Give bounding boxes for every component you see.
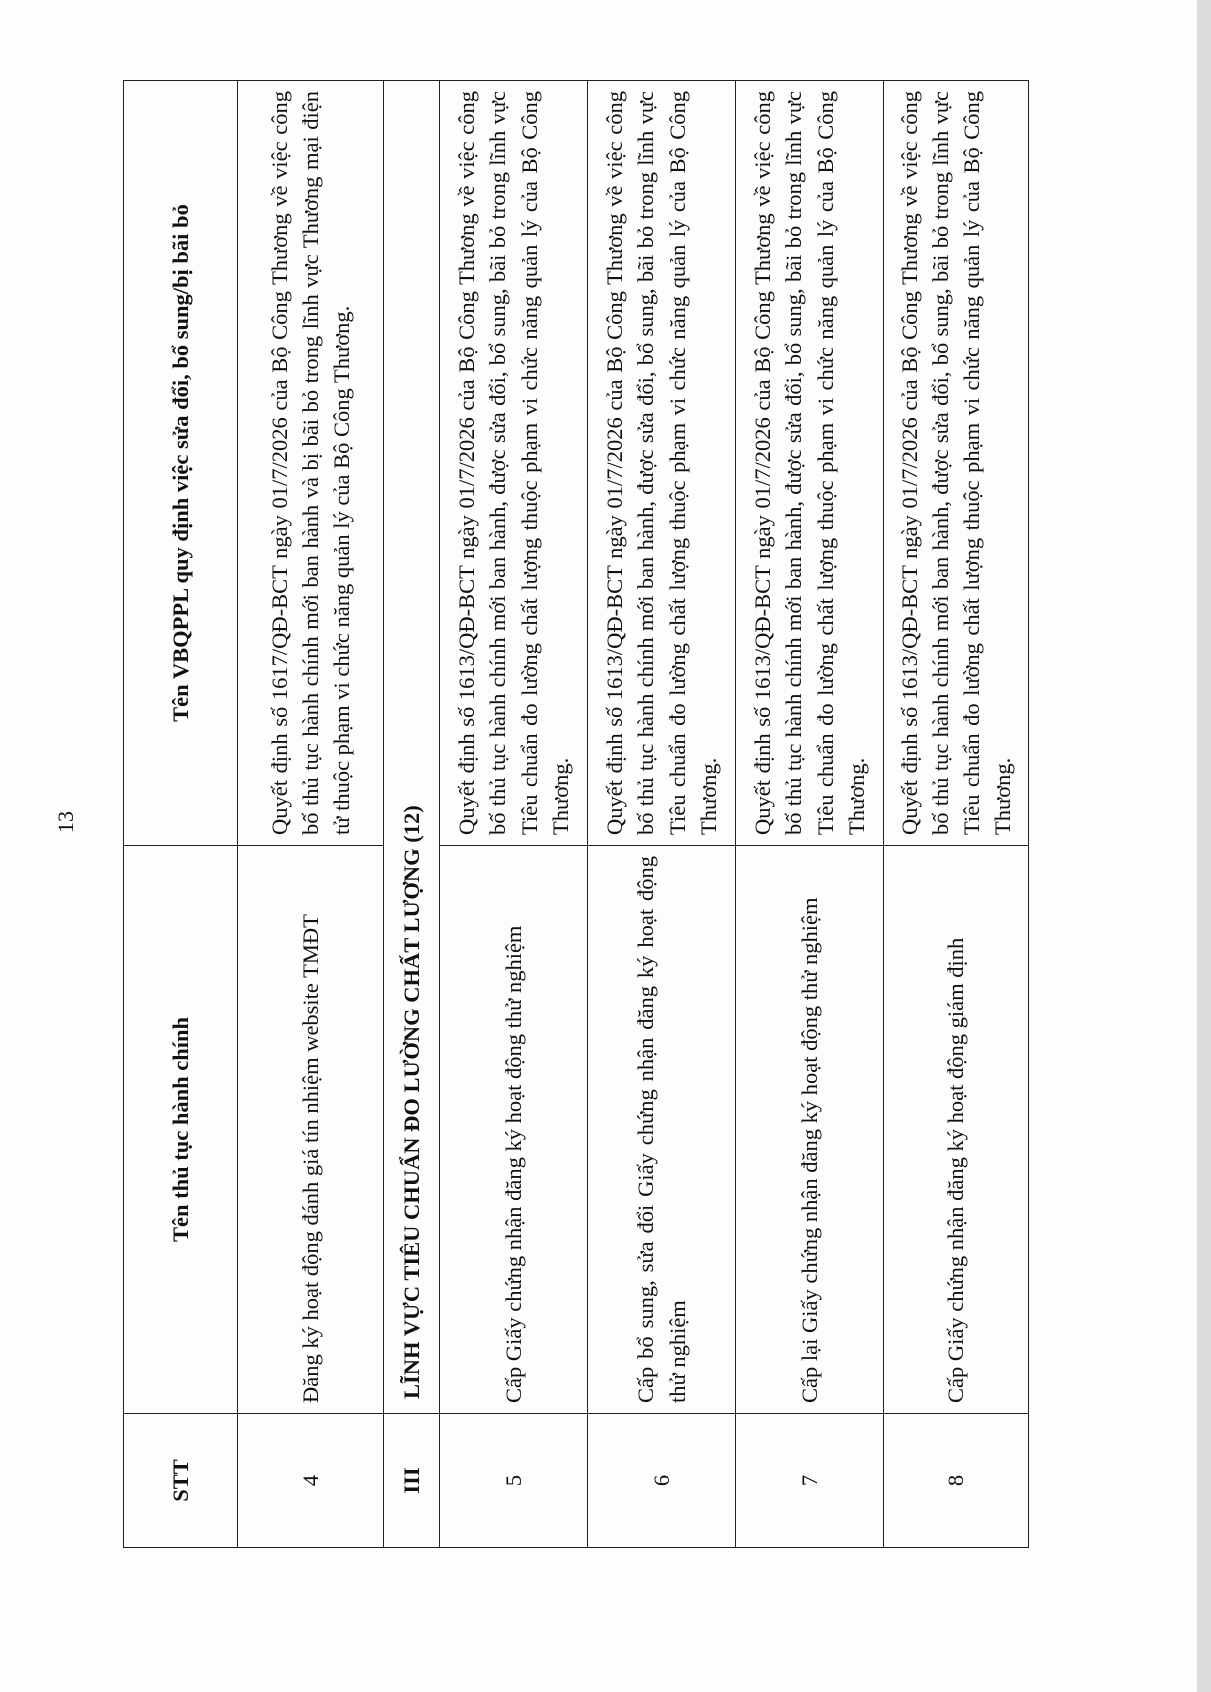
row-procedure-name: Đăng ký hoạt động đánh giá tín nhiệm website TMĐT bbox=[238, 846, 384, 1414]
row-procedure-name: Cấp lại Giấy chứng nhận đăng ký hoạt động thử nghiệm bbox=[736, 846, 884, 1414]
page-edge bbox=[1197, 0, 1211, 1692]
page-number: 13 bbox=[53, 811, 78, 833]
header-stt: STT bbox=[124, 1414, 238, 1548]
section-title: LĨNH VỰC TIÊU CHUẨN ĐO LƯỜNG CHẤT LƯỢNG (12) bbox=[384, 81, 440, 1414]
table-header-row bbox=[124, 81, 238, 1548]
section-stt: III bbox=[384, 1414, 440, 1548]
header-legal-document: Tên VBQPPL quy định việc sửa đổi, bổ sung/bị bãi bỏ bbox=[124, 81, 238, 846]
table-row bbox=[736, 81, 884, 1548]
row-procedure-name: Cấp Giấy chứng nhận đăng ký hoạt động thử nghiệm bbox=[440, 846, 588, 1414]
row-procedure-name: Cấp bổ sung, sửa đổi Giấy chứng nhận đăng ký hoạt động thử nghiệm bbox=[588, 846, 736, 1414]
row-legal-document: Quyết định số 1617/QĐ-BCT ngày 01/7/2026 của Bộ Công Thương về việc công bố thủ tục hành chính mới ban hành và bị bãi bỏ trong lĩnh vực Thương mại điện tử thuộc phạm vi chức năng quản lý của Bộ Công Thương. bbox=[238, 81, 384, 846]
table-row bbox=[884, 81, 1029, 1548]
header-procedure-name: Tên thủ tục hành chính bbox=[124, 846, 238, 1414]
row-stt: 7 bbox=[736, 1414, 884, 1548]
row-stt: 5 bbox=[440, 1414, 588, 1548]
row-legal-document: Quyết định số 1613/QĐ-BCT ngày 01/7/2026 của Bộ Công Thương về việc công bố thủ tục hành chính mới ban hành, được sửa đổi, bổ sung, bãi bỏ trong lĩnh vực Tiêu chuẩn đo lường chất lượng thuộc phạm vi chức năng quản lý của Bộ Công Thương. bbox=[588, 81, 736, 846]
row-legal-document: Quyết định số 1613/QĐ-BCT ngày 01/7/2026 của Bộ Công Thương về việc công bố thủ tục hành chính mới ban hành, được sửa đổi, bổ sung, bãi bỏ trong lĩnh vực Tiêu chuẩn đo lường chất lượng thuộc phạm vi chức năng quản lý của Bộ Công Thương. bbox=[884, 81, 1029, 846]
row-stt: 4 bbox=[238, 1414, 384, 1548]
table-row bbox=[588, 81, 736, 1548]
table-row bbox=[238, 81, 384, 1548]
row-stt: 8 bbox=[884, 1414, 1029, 1548]
row-stt: 6 bbox=[588, 1414, 736, 1548]
table-row bbox=[440, 81, 588, 1548]
row-legal-document: Quyết định số 1613/QĐ-BCT ngày 01/7/2026 của Bộ Công Thương về việc công bố thủ tục hành chính mới ban hành, được sửa đổi, bổ sung, bãi bỏ trong lĩnh vực Tiêu chuẩn đo lường chất lượng thuộc phạm vi chức năng quản lý của Bộ Công Thương. bbox=[440, 81, 588, 846]
row-procedure-name: Cấp Giấy chứng nhận đăng ký hoạt động giám định bbox=[884, 846, 1029, 1414]
section-row bbox=[384, 81, 440, 1548]
rotated-table-wrapper bbox=[123, 81, 1028, 1548]
row-legal-document: Quyết định số 1613/QĐ-BCT ngày 01/7/2026 của Bộ Công Thương về việc công bố thủ tục hành chính mới ban hành, được sửa đổi, bổ sung, bãi bỏ trong lĩnh vực Tiêu chuẩn đo lường chất lượng thuộc phạm vi chức năng quản lý của Bộ Công Thương. bbox=[736, 81, 884, 846]
procedures-table bbox=[123, 80, 1029, 1548]
